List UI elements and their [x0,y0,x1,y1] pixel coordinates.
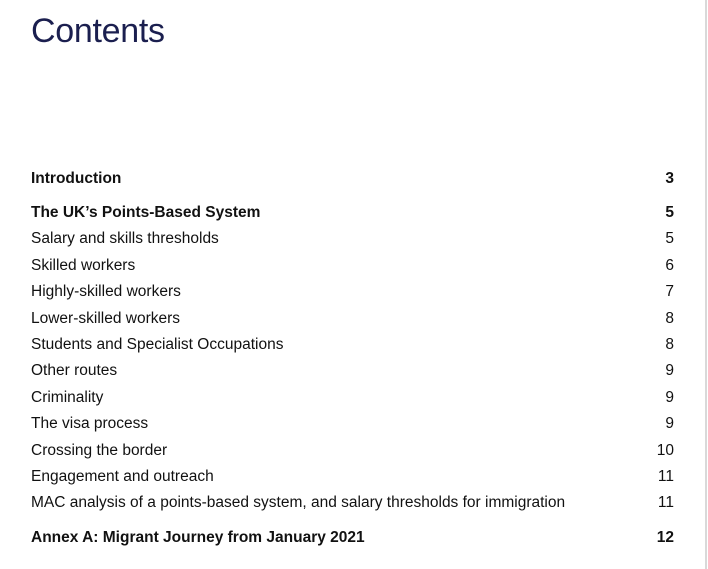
toc-entry-page: 7 [665,283,674,300]
toc-entry-label: MAC analysis of a points-based system, and salary thresholds for immigration [31,494,566,511]
toc-entry-page: 3 [665,170,674,187]
toc-entry-introduction[interactable] [31,168,674,190]
toc-entry-label: Introduction [31,170,122,187]
toc-entry-criminality[interactable] [31,387,674,409]
toc-entry-salary-and-skills-thresholds[interactable] [31,228,674,250]
toc-entry-mac-analysis[interactable] [31,492,674,514]
toc-entry-page: 11 [657,468,674,485]
toc-entry-label: Students and Specialist Occupations [31,336,284,353]
toc-entry-annex-a[interactable] [31,527,674,549]
toc-entry-highly-skilled-workers[interactable] [31,281,674,303]
toc-entry-label: Other routes [31,362,118,379]
toc-entry-page: 5 [665,230,674,247]
toc-entry-crossing-the-border[interactable] [31,440,674,462]
toc-entry-page: 9 [665,389,674,406]
toc-entry-skilled-workers[interactable] [31,255,674,277]
toc-entry-page: 8 [665,310,674,327]
toc-entry-label: Skilled workers [31,257,136,274]
toc-entry-label: Criminality [31,389,104,406]
toc-entry-page: 6 [665,257,674,274]
toc-entry-page: 10 [656,442,674,459]
toc-entry-label: The visa process [31,415,149,432]
toc-entry-page: 9 [665,362,674,379]
toc-entry-students-and-specialist-occupations[interactable] [31,334,674,356]
toc-entry-label: The UK’s Points-Based System [31,204,261,221]
toc-entry-page: 5 [665,204,674,221]
toc-entry-label: Salary and skills thresholds [31,230,219,247]
toc-entry-lower-skilled-workers[interactable] [31,308,674,330]
toc-entry-the-visa-process[interactable] [31,413,674,435]
toc-entry-label: Engagement and outreach [31,468,214,485]
toc-entry-page: 8 [665,336,674,353]
toc-entry-label: Highly-skilled workers [31,283,181,300]
toc-entry-other-routes[interactable] [31,360,674,382]
toc-entry-label: Lower-skilled workers [31,310,181,327]
toc-entry-page: 11 [657,494,674,511]
page-title: Contents [31,12,165,50]
toc-entry-page: 9 [665,415,674,432]
toc-entry-label: Annex A: Migrant Journey from January 2021 [31,529,365,546]
toc-entry-points-based-system[interactable] [31,202,674,224]
toc-entry-page: 12 [656,529,674,546]
toc-entry-label: Crossing the border [31,442,168,459]
toc-entry-engagement-and-outreach[interactable] [31,466,674,488]
